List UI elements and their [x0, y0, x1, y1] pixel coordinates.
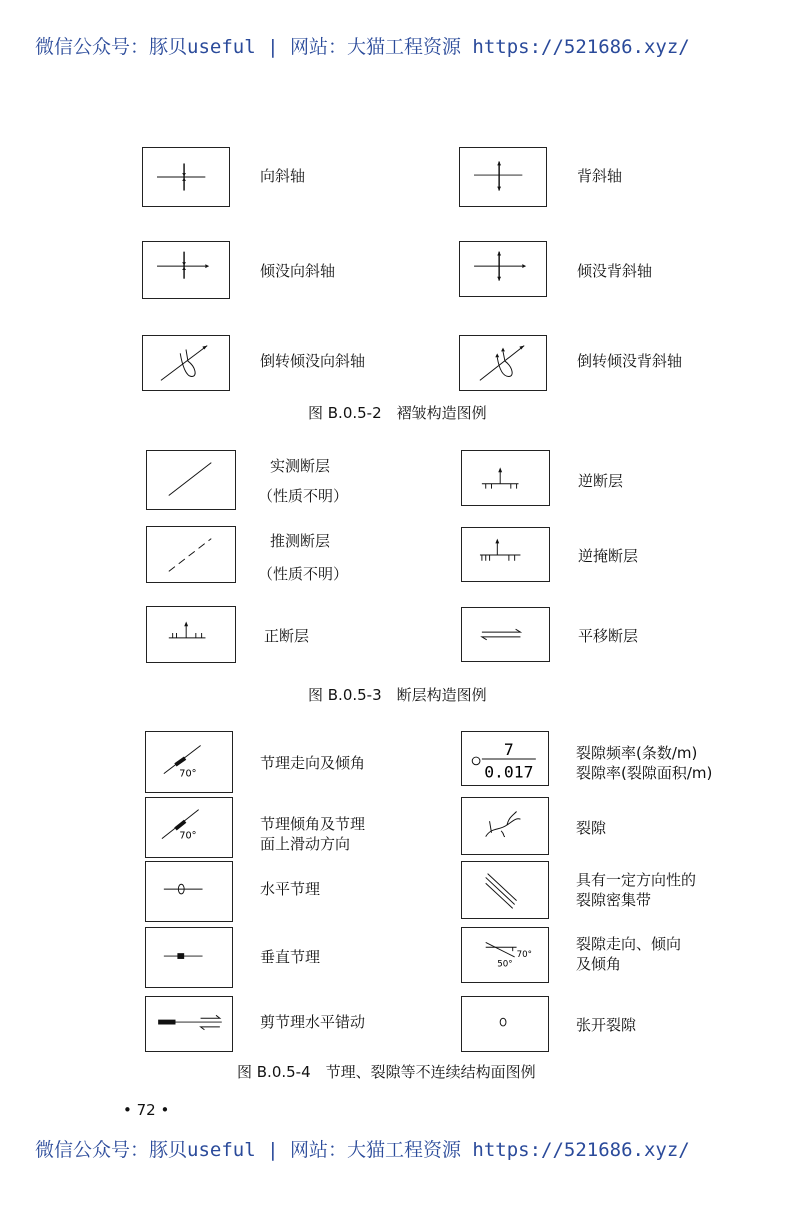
joint-label: 裂隙: [576, 819, 607, 837]
fault-label: 平移断层: [578, 627, 639, 645]
plunging-anticline-symbol: [459, 241, 547, 297]
fracture-symbol: [461, 797, 549, 855]
joint-label: 面上滑动方向: [260, 835, 351, 853]
figure-caption: 图 B.0.5-2 褶皱构造图例: [308, 404, 487, 422]
joint-label: 剪节理水平错动: [260, 1013, 366, 1031]
fault-label: 推测断层: [270, 532, 331, 550]
ratio-text: 0.017: [484, 762, 534, 782]
fracture-strike-dip-symbol: [461, 927, 549, 983]
strike-slip-fault-symbol: [461, 607, 550, 662]
vertical-joint-symbol: [145, 927, 233, 988]
fold-label: 倒转倾没背斜轴: [577, 352, 683, 370]
fold-label: 倾没背斜轴: [577, 262, 653, 280]
anticline-symbol: [459, 147, 547, 207]
joint-label: 具有一定方向性的: [576, 871, 697, 889]
joint-label: 及倾角: [576, 955, 622, 973]
shear-joint-symbol: [145, 996, 233, 1052]
fold-label: 背斜轴: [577, 167, 623, 185]
plunging-syncline-symbol: [142, 241, 230, 299]
fracture-frequency-symbol: [461, 731, 549, 786]
joint-strike-dip-symbol: [145, 731, 233, 793]
figure-caption: 图 B.0.5-4 节理、裂隙等不连续结构面图例: [237, 1063, 536, 1081]
fault-label: 正断层: [264, 627, 310, 645]
angle-text: 70°: [179, 768, 197, 780]
joint-label: 裂隙密集带: [576, 891, 652, 909]
thrust-fault-symbol: [461, 527, 550, 582]
fault-label: （性质不明）: [258, 565, 349, 583]
fault-label: 逆断层: [578, 472, 624, 490]
open-fracture-symbol: [461, 996, 549, 1052]
reverse-fault-symbol: [461, 450, 550, 506]
joint-label: 裂隙走向、倾向: [576, 935, 682, 953]
horizontal-joint-symbol: [145, 861, 233, 922]
figure-caption: 图 B.0.5-3 断层构造图例: [308, 686, 487, 704]
joint-label: 裂隙频率(条数/m): [576, 744, 698, 762]
overturned-syncline-symbol: [142, 335, 230, 391]
overturned-anticline-symbol: [459, 335, 547, 391]
fault-label: 逆掩断层: [578, 547, 639, 565]
joint-dip-slip-symbol: [145, 797, 233, 858]
frequency-text: 7: [503, 740, 514, 760]
angle-text: 70°: [516, 949, 532, 960]
joint-label: 水平节理: [260, 880, 321, 898]
fracture-zone-symbol: [461, 861, 549, 919]
fold-label: 向斜轴: [260, 167, 306, 185]
fold-label: 倾没向斜轴: [260, 262, 336, 280]
normal-fault-symbol: [146, 606, 236, 663]
inferred-fault-symbol: [146, 526, 236, 583]
joint-label: 垂直节理: [260, 948, 321, 966]
fault-label: （性质不明）: [258, 487, 349, 505]
header-watermark: 微信公众号：豚贝useful | 网站：大猫工程资源 https://521686.xyz/: [35, 36, 690, 58]
joint-label: 节理走向及倾角: [260, 754, 366, 772]
syncline-symbol: [142, 147, 230, 207]
footer-watermark: 微信公众号：豚贝useful | 网站：大猫工程资源 https://521686.xyz/: [35, 1139, 690, 1161]
joint-label: 节理倾角及节理: [260, 815, 366, 833]
joint-label: 裂隙率(裂隙面积/m): [576, 764, 713, 782]
fault-label: 实测断层: [270, 457, 331, 475]
measured-fault-symbol: [146, 450, 236, 510]
page-number: • 72 •: [123, 1101, 170, 1119]
joint-label: 张开裂隙: [576, 1016, 637, 1034]
angle-text: 70°: [179, 830, 197, 842]
angle-text: 50°: [497, 959, 513, 970]
fold-label: 倒转倾没向斜轴: [260, 352, 366, 370]
